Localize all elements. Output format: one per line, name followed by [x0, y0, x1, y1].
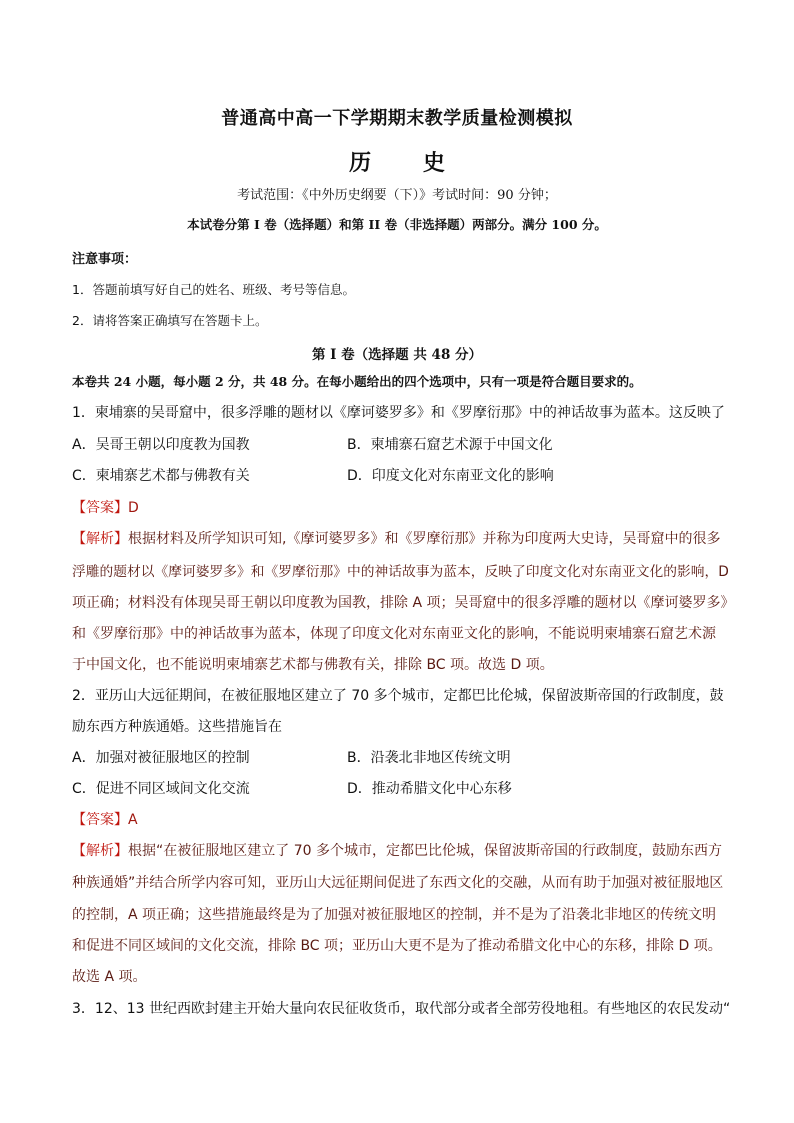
question-1-option-a: A．吴哥王朝以印度教为国教: [72, 437, 250, 453]
question-2-option-a: A．加强对被征服地区的控制: [72, 750, 250, 766]
exam-range-text: 考试范围：《中外历史纲要（下）》考试时间：90 分钟；: [237, 188, 557, 203]
question-2-explanation-line: 和促进不同区域间的文化交流，排除 BC 项；亚历山大更不是为了推动希腊文化中心的东移，排除 D 项。: [72, 938, 722, 954]
question-2-option-c: C．促进不同区域间文化交流: [72, 781, 250, 797]
question-2-explanation-line: 的控制，A 项正确；这些措施最终是为了加强对被征服地区的控制，并不是为了沿袭北非地区的传统文明: [72, 907, 717, 923]
question-1-stem: 1．柬埔寨的吴哥窟中，很多浮雕的题材以《摩诃婆罗多》和《罗摩衍那》中的神话故事为蓝本。这反映了: [72, 405, 725, 421]
explanation-label: 【解析】: [72, 531, 128, 547]
question-1-explanation-line: 和《罗摩衍那》中的神话故事为蓝本，体现了印度文化对东南亚文化的影响，不能说明柬埔寨石窟艺术源: [72, 626, 716, 642]
question-1-answer: [72, 497, 732, 517]
answer-value: D: [128, 500, 139, 516]
explanation-text: 根据材料及所学知识可知,《摩诃婆罗多》和《罗摩衍那》并称为印度两大史诗，吴哥窟中的很多: [128, 531, 721, 547]
notes-title: 注意事项：: [72, 252, 138, 267]
question-2-option-d: D．推动希腊文化中心东移: [347, 781, 512, 797]
question-2-explanation-line: [72, 840, 732, 860]
question-1-explanation-line: 浮雕的题材以《摩诃婆罗多》和《罗摩衍那》中的神话故事为蓝本，反映了印度文化对东南亚文化的影响，D: [72, 564, 729, 580]
question-3-stem: 3．12、13 世纪西欧封建主开始大量向农民征收货币，取代部分或者全部劳役地租。有些地区的农民发动“: [72, 1001, 731, 1017]
section-description: 本卷共 24 小题，每小题 2 分，共 48 分。在每小题给出的四个选项中，只有一项是符合题目要求的。: [72, 374, 642, 389]
answer-value: A: [128, 812, 138, 828]
question-1-option-d: D．印度文化对东南亚文化的影响: [347, 468, 554, 484]
explanation-label: 【解析】: [72, 843, 128, 859]
document-title: 普通高中高一下学期期末教学质量检测模拟: [221, 108, 573, 129]
question-2-option-b: B．沿袭北非地区传统文明: [347, 750, 511, 766]
question-1-explanation-line: [72, 528, 732, 548]
question-2-answer: [72, 809, 732, 829]
note-item: 1．答题前填写好自己的姓名、班级、考号等信息。: [72, 282, 355, 297]
question-2-explanation-line: 种族通婚”并结合所学内容可知，亚历山大远征期间促进了东西文化的交融，从而有助于加强对被征服地区: [72, 875, 724, 891]
answer-label: 【答案】: [72, 812, 128, 828]
section-title: 第 I 卷（选择题 共 48 分）: [311, 347, 483, 363]
question-2-explanation-line: 故选 A 项。: [72, 969, 147, 985]
note-item: 2．请将答案正确填写在答题卡上。: [72, 313, 268, 328]
subject-heading: 历 史: [349, 150, 467, 176]
question-2-stem: 励东西方种族通婚。这些措施旨在: [72, 719, 282, 735]
question-1-explanation-line: 项正确；材料没有体现吴哥王朝以印度教为国教，排除 A 项；吴哥窟中的很多浮雕的题材以《摩诃婆罗多》: [72, 595, 735, 611]
answer-label: 【答案】: [72, 500, 128, 516]
paper-description: 本试卷分第 I 卷（选择题）和第 II 卷（非选择题）两部分。满分 100 分。: [187, 217, 607, 232]
question-1-option-c: C．柬埔寨艺术都与佛教有关: [72, 468, 250, 484]
question-1-option-b: B．柬埔寨石窟艺术源于中国文化: [347, 437, 553, 453]
question-2-stem: 2．亚历山大远征期间，在被征服地区建立了 70 多个城市，定都巴比伦城，保留波斯帝国的行政制度，鼓: [72, 688, 724, 704]
question-1-explanation-line: 于中国文化，也不能说明柬埔寨艺术都与佛教有关，排除 BC 项。故选 D 项。: [72, 657, 554, 673]
explanation-text: 根据“在被征服地区建立了 70 多个城市，定都巴比伦城，保留波斯帝国的行政制度，鼓励东西方: [128, 843, 722, 859]
